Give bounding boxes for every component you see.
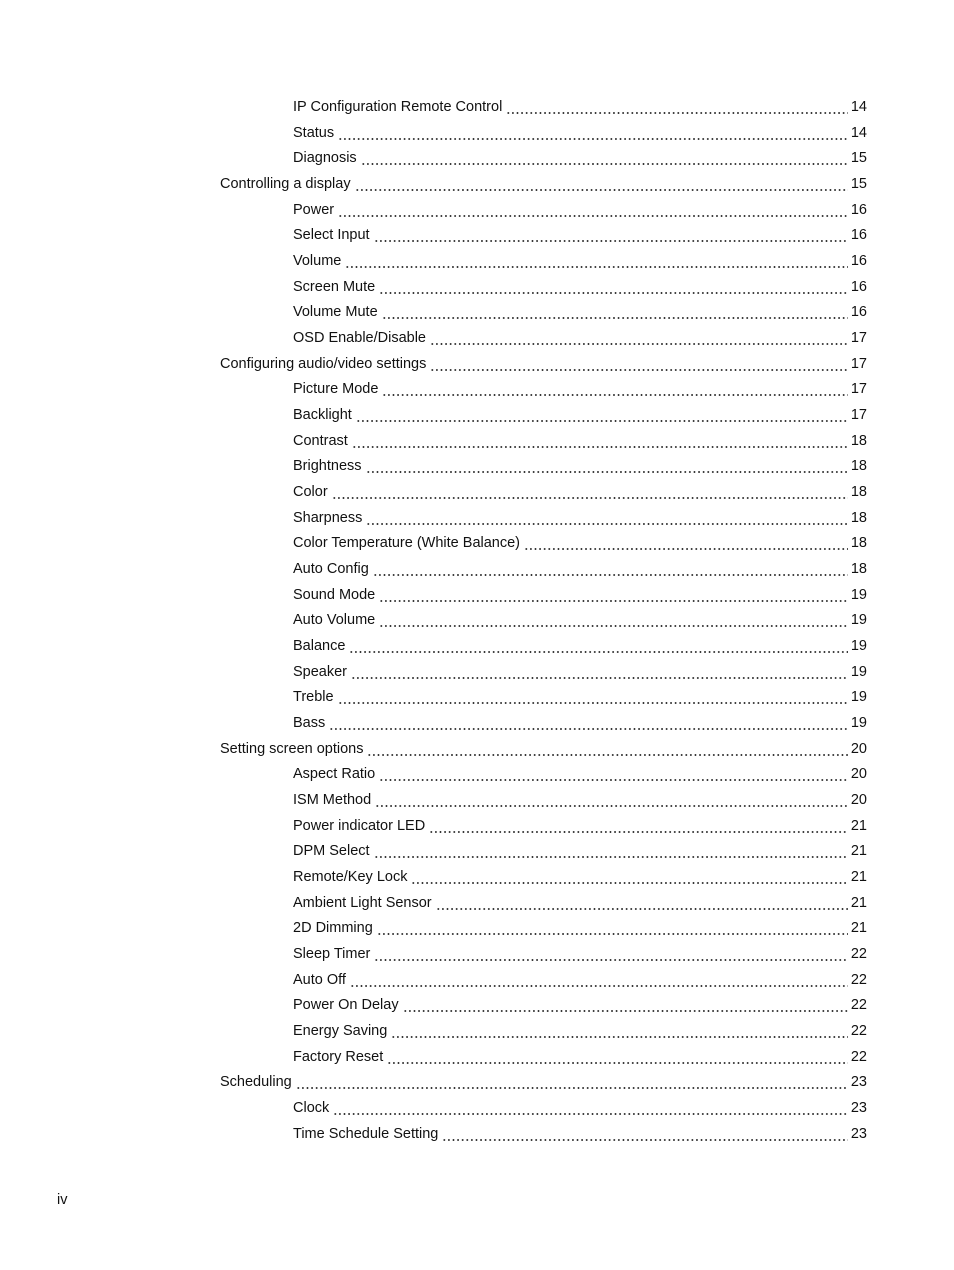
dot-leader [429, 817, 848, 835]
toc-subsection-entry[interactable] [0, 916, 954, 942]
toc-entry-page: 19 [850, 663, 867, 680]
toc-entry-label: Picture Mode [293, 381, 379, 398]
toc-entry-page: 16 [850, 304, 867, 321]
dot-leader [329, 714, 848, 732]
toc-subsection-entry[interactable] [0, 607, 954, 633]
toc-subsection-entry[interactable] [0, 94, 954, 120]
toc-entry-label: Configuring audio/video settings [220, 355, 427, 372]
dot-leader [430, 329, 848, 347]
toc-entry-page: 18 [850, 535, 867, 552]
toc-subsection-entry[interactable] [0, 299, 954, 325]
toc-entry-label: Power On Delay [293, 997, 399, 1014]
toc-subsection-entry[interactable] [0, 428, 954, 454]
toc-section-entry[interactable] [0, 1070, 954, 1096]
dot-leader [411, 868, 847, 886]
dot-leader [338, 688, 848, 706]
toc-entry-page: 19 [850, 637, 867, 654]
toc-entry-page: 23 [850, 1125, 867, 1142]
toc-entry-label: 2D Dimming [293, 920, 373, 937]
toc-entry-page: 20 [850, 766, 867, 783]
toc-entry-page: 18 [850, 432, 867, 449]
toc-entry-label: Bass [293, 714, 326, 731]
toc-entry-page: 21 [850, 868, 867, 885]
toc-entry-page: 21 [850, 817, 867, 834]
dot-leader [367, 740, 847, 758]
toc-subsection-entry[interactable] [0, 1018, 954, 1044]
dot-leader [391, 1022, 848, 1040]
toc-entry-page: 19 [850, 586, 867, 603]
toc-entry-label: Remote/Key Lock [293, 868, 408, 885]
toc-entry-label: Balance [293, 637, 346, 654]
dot-leader [373, 560, 848, 578]
dot-leader [333, 1099, 848, 1117]
toc-entry-page: 20 [850, 791, 867, 808]
dot-leader [338, 124, 848, 142]
toc-entry-page: 17 [850, 355, 867, 372]
dot-leader [377, 919, 848, 937]
toc-subsection-entry[interactable] [0, 402, 954, 428]
toc-entry-label: Auto Off [293, 971, 346, 988]
toc-entry-label: Aspect Ratio [293, 766, 376, 783]
toc-entry-label: Scheduling [220, 1074, 292, 1091]
toc-entry-page: 16 [850, 227, 867, 244]
dot-leader [366, 457, 848, 475]
toc-subsection-entry[interactable] [0, 120, 954, 146]
toc-subsection-entry[interactable] [0, 222, 954, 248]
toc-subsection-entry[interactable] [0, 376, 954, 402]
toc-entry-page: 22 [850, 997, 867, 1014]
dot-leader [379, 278, 848, 296]
dot-leader [382, 303, 848, 321]
toc-entry-label: DPM Select [293, 843, 370, 860]
dot-leader [356, 406, 848, 424]
toc-subsection-entry[interactable] [0, 684, 954, 710]
toc-entry-page: 21 [850, 894, 867, 911]
toc-entry-label: Treble [293, 689, 334, 706]
page-number: iv [57, 1192, 68, 1208]
toc-subsection-entry[interactable] [0, 197, 954, 223]
toc-entry-page: 16 [850, 252, 867, 269]
toc-entry-label: Factory Reset [293, 1048, 384, 1065]
toc-subsection-entry[interactable] [0, 145, 954, 171]
toc-subsection-entry[interactable] [0, 633, 954, 659]
toc-entry-page: 19 [850, 714, 867, 731]
table-of-contents [0, 94, 954, 1147]
dot-leader [374, 945, 847, 963]
toc-section-entry[interactable] [0, 171, 954, 197]
toc-section-entry[interactable] [0, 351, 954, 377]
toc-entry-label: Volume [293, 252, 342, 269]
toc-entry-label: Sleep Timer [293, 946, 371, 962]
toc-entry-label: OSD Enable/Disable [293, 329, 426, 346]
toc-entry-page: 18 [850, 560, 867, 577]
toc-entry-page: 18 [850, 458, 867, 475]
dot-leader [379, 611, 848, 629]
toc-entry-page: 21 [850, 843, 867, 860]
toc-entry-label: Time Schedule Setting [293, 1125, 439, 1142]
toc-entry-label: Setting screen options [220, 740, 364, 757]
toc-subsection-entry[interactable] [0, 325, 954, 351]
toc-entry-label: Sharpness [293, 509, 363, 526]
toc-subsection-entry[interactable] [0, 710, 954, 736]
toc-subsection-entry[interactable] [0, 274, 954, 300]
dot-leader [355, 175, 848, 193]
toc-entry-label: Controlling a display [220, 175, 351, 192]
toc-entry-label: ISM Method [293, 791, 372, 808]
dot-leader [379, 765, 848, 783]
toc-subsection-entry[interactable] [0, 582, 954, 608]
toc-subsection-entry[interactable] [0, 1121, 954, 1147]
toc-entry-label: Diagnosis [293, 150, 357, 167]
dot-leader [506, 98, 848, 116]
toc-entry-page: 15 [850, 150, 867, 167]
toc-entry-page: 20 [850, 740, 867, 757]
dot-leader [374, 842, 848, 860]
toc-entry-page: 17 [850, 381, 867, 398]
toc-entry-page: 15 [850, 175, 867, 192]
toc-entry-label: Backlight [293, 406, 352, 423]
dot-leader [352, 432, 848, 450]
toc-subsection-entry[interactable] [0, 479, 954, 505]
toc-entry-page: 14 [850, 124, 867, 141]
dot-leader [382, 380, 847, 398]
toc-subsection-entry[interactable] [0, 761, 954, 787]
dot-leader [345, 252, 847, 270]
toc-entry-label: Sound Mode [293, 586, 376, 603]
toc-entry-page: 19 [850, 689, 867, 706]
toc-entry-page: 18 [850, 509, 867, 526]
dot-leader [351, 663, 848, 681]
toc-subsection-entry[interactable] [0, 659, 954, 685]
toc-entry-page: 21 [850, 920, 867, 937]
toc-entry-page: 17 [850, 406, 867, 423]
toc-subsection-entry[interactable] [0, 1044, 954, 1070]
toc-subsection-entry[interactable] [0, 993, 954, 1019]
toc-entry-label: IP Configuration Remote Control [293, 98, 503, 115]
toc-entry-page: 16 [850, 278, 867, 295]
toc-entry-page: 18 [850, 483, 867, 500]
toc-entry-page: 22 [850, 1048, 867, 1065]
toc-subsection-entry[interactable] [0, 505, 954, 531]
toc-entry-label: Contrast [293, 432, 348, 449]
toc-subsection-entry[interactable] [0, 248, 954, 274]
toc-entry-page: 22 [850, 946, 867, 962]
toc-subsection-entry[interactable] [0, 813, 954, 839]
toc-entry-page: 16 [850, 201, 867, 218]
toc-subsection-entry[interactable] [0, 864, 954, 890]
toc-entry-label: Screen Mute [293, 278, 376, 295]
toc-entry-label: Power indicator LED [293, 817, 426, 834]
dot-leader [374, 226, 848, 244]
dot-leader [524, 534, 848, 552]
toc-subsection-entry[interactable] [0, 838, 954, 864]
dot-leader [332, 483, 848, 501]
dot-leader [436, 894, 848, 912]
toc-entry-label: Color Temperature (White Balance) [293, 535, 520, 552]
dot-leader [387, 1048, 848, 1066]
toc-entry-page: 22 [850, 1023, 867, 1040]
toc-entry-page: 22 [850, 971, 867, 988]
toc-entry-label: Volume Mute [293, 304, 378, 321]
dot-leader [379, 586, 848, 604]
toc-subsection-entry[interactable] [0, 890, 954, 916]
toc-entry-page: 19 [850, 612, 867, 629]
dot-leader [349, 637, 847, 655]
toc-entry-label: Brightness [293, 458, 362, 475]
toc-subsection-entry[interactable] [0, 941, 954, 967]
dot-leader [366, 509, 848, 527]
dot-leader [350, 971, 848, 989]
toc-subsection-entry[interactable] [0, 1095, 954, 1121]
toc-entry-page: 23 [850, 1074, 867, 1091]
toc-entry-label: Ambient Light Sensor [293, 894, 432, 911]
dot-leader [442, 1125, 848, 1143]
dot-leader [403, 996, 848, 1014]
toc-entry-label: Auto Config [293, 560, 369, 577]
dot-leader [296, 1073, 848, 1091]
toc-entry-label: Clock [293, 1100, 330, 1117]
toc-entry-page: 14 [850, 98, 867, 115]
toc-entry-label: Power [293, 201, 335, 218]
toc-entry-label: Energy Saving [293, 1023, 388, 1040]
toc-entry-label: Color [293, 483, 328, 500]
dot-leader [430, 355, 848, 373]
toc-entry-label: Select Input [293, 227, 370, 244]
toc-entry-page: 17 [850, 329, 867, 346]
toc-subsection-entry[interactable] [0, 530, 954, 556]
dot-leader [338, 201, 848, 219]
toc-entry-label: Speaker [293, 663, 348, 680]
toc-subsection-entry[interactable] [0, 556, 954, 582]
toc-section-entry[interactable] [0, 736, 954, 762]
dot-leader [375, 791, 848, 809]
toc-entry-label: Auto Volume [293, 612, 376, 629]
toc-entry-page: 23 [850, 1100, 867, 1117]
toc-entry-label: Status [293, 124, 335, 141]
toc-subsection-entry[interactable] [0, 967, 954, 993]
toc-subsection-entry[interactable] [0, 453, 954, 479]
dot-leader [361, 149, 848, 167]
toc-subsection-entry[interactable] [0, 787, 954, 813]
